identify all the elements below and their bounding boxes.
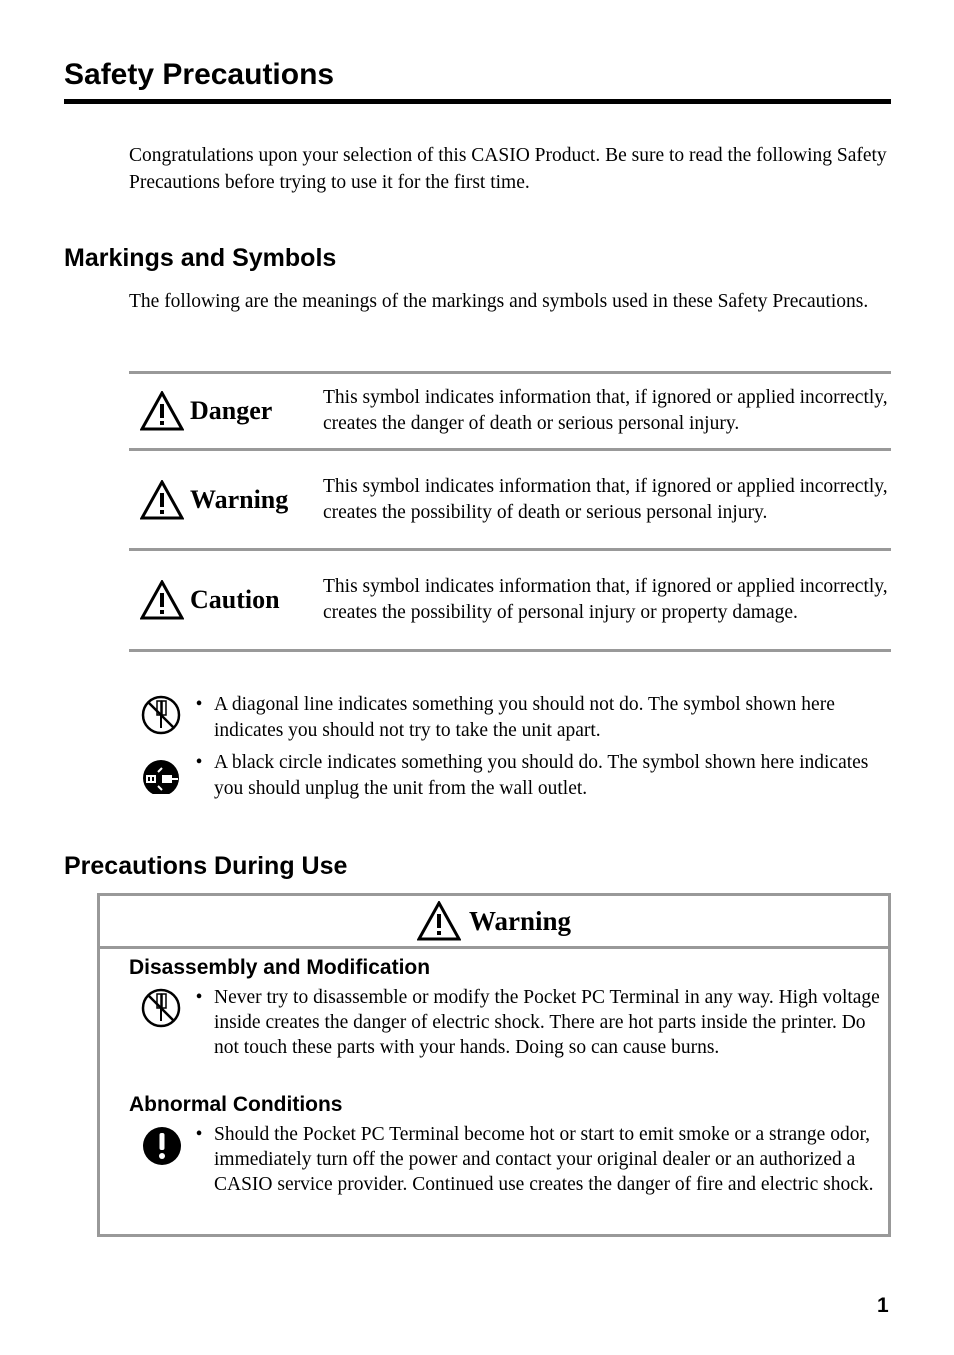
intro-paragraph: Congratulations upon your selection of this CASIO Product. Be sure to read the following Safety Precautions before trying to use it for the first time. [129, 145, 887, 193]
bullet: • [195, 987, 203, 1008]
section-heading-abnormal: Abnormal Conditions [129, 1093, 343, 1116]
symbol-row-caution [129, 548, 891, 652]
symbol-row-danger [129, 371, 891, 448]
warning-triangle-icon [140, 391, 184, 431]
warning-triangle-icon [140, 580, 184, 620]
precaution-disassembly [140, 985, 880, 1060]
warning-triangle-icon [417, 901, 461, 941]
note-text: A diagonal line indicates something you should not do. The symbol shown here indicates you should not try to take the unit apart. [214, 694, 835, 741]
symbols-table [129, 371, 891, 652]
precaution-text: Should the Pocket PC Terminal become hot or start to emit smoke or a strange odor, immediately turn off the power and contact your original dealer or an authorized a CASIO service provider. Continued use creates the danger of fire and electric shock. [214, 1124, 874, 1195]
markings-heading: Markings and Symbols [64, 244, 337, 272]
warning-box-header [100, 896, 888, 949]
symbol-description: This symbol indicates information that, if ignored or applied incorrectly, creates the possibility of personal injury or property damage. [323, 576, 888, 623]
no-disassembly-icon [140, 692, 184, 736]
bullet: • [195, 752, 203, 773]
symbol-word: Caution [190, 585, 280, 614]
section-heading-disassembly: Disassembly and Modification [129, 956, 431, 979]
unplug-icon [140, 750, 184, 794]
page-title: Safety Precautions [64, 58, 335, 91]
bullet: • [195, 694, 203, 715]
page-number: 1 [877, 1294, 889, 1317]
markings-description: The following are the meanings of the markings and symbols used in these Safety Precautions. [129, 291, 869, 312]
title-rule [64, 99, 891, 104]
symbol-description: This symbol indicates information that, if ignored or applied incorrectly, creates the possibility of death or serious personal injury. [323, 475, 888, 523]
symbol-word: Danger [190, 396, 273, 425]
symbol-description: This symbol indicates information that, if ignored or applied incorrectly, creates the danger of death or serious personal injury. [323, 387, 888, 434]
symbol-label [129, 580, 323, 620]
bullet: • [195, 1124, 203, 1145]
warning-box-title: Warning [468, 905, 572, 936]
warning-triangle-icon [140, 480, 184, 520]
precaution-abnormal [140, 1122, 880, 1197]
no-disassembly-icon [140, 985, 184, 1029]
symbol-label [129, 391, 323, 431]
symbol-label [129, 480, 323, 520]
precaution-text: Never try to disassemble or modify the Pocket PC Terminal in any way. High voltage inside creates the danger of electric shock. There are hot parts inside the printer. Do not touch these parts with your hands. Doing so can cause burns. [214, 987, 880, 1058]
exclamation-icon [140, 1122, 184, 1166]
note-prohibition [140, 692, 890, 744]
precautions-heading: Precautions During Use [64, 852, 348, 880]
symbol-row-warning [129, 448, 891, 548]
note-mandatory [140, 750, 890, 802]
note-text: A black circle indicates something you should do. The symbol shown here indicates you should unplug the unit from the wall outlet. [214, 752, 869, 799]
symbol-word: Warning [190, 484, 289, 514]
